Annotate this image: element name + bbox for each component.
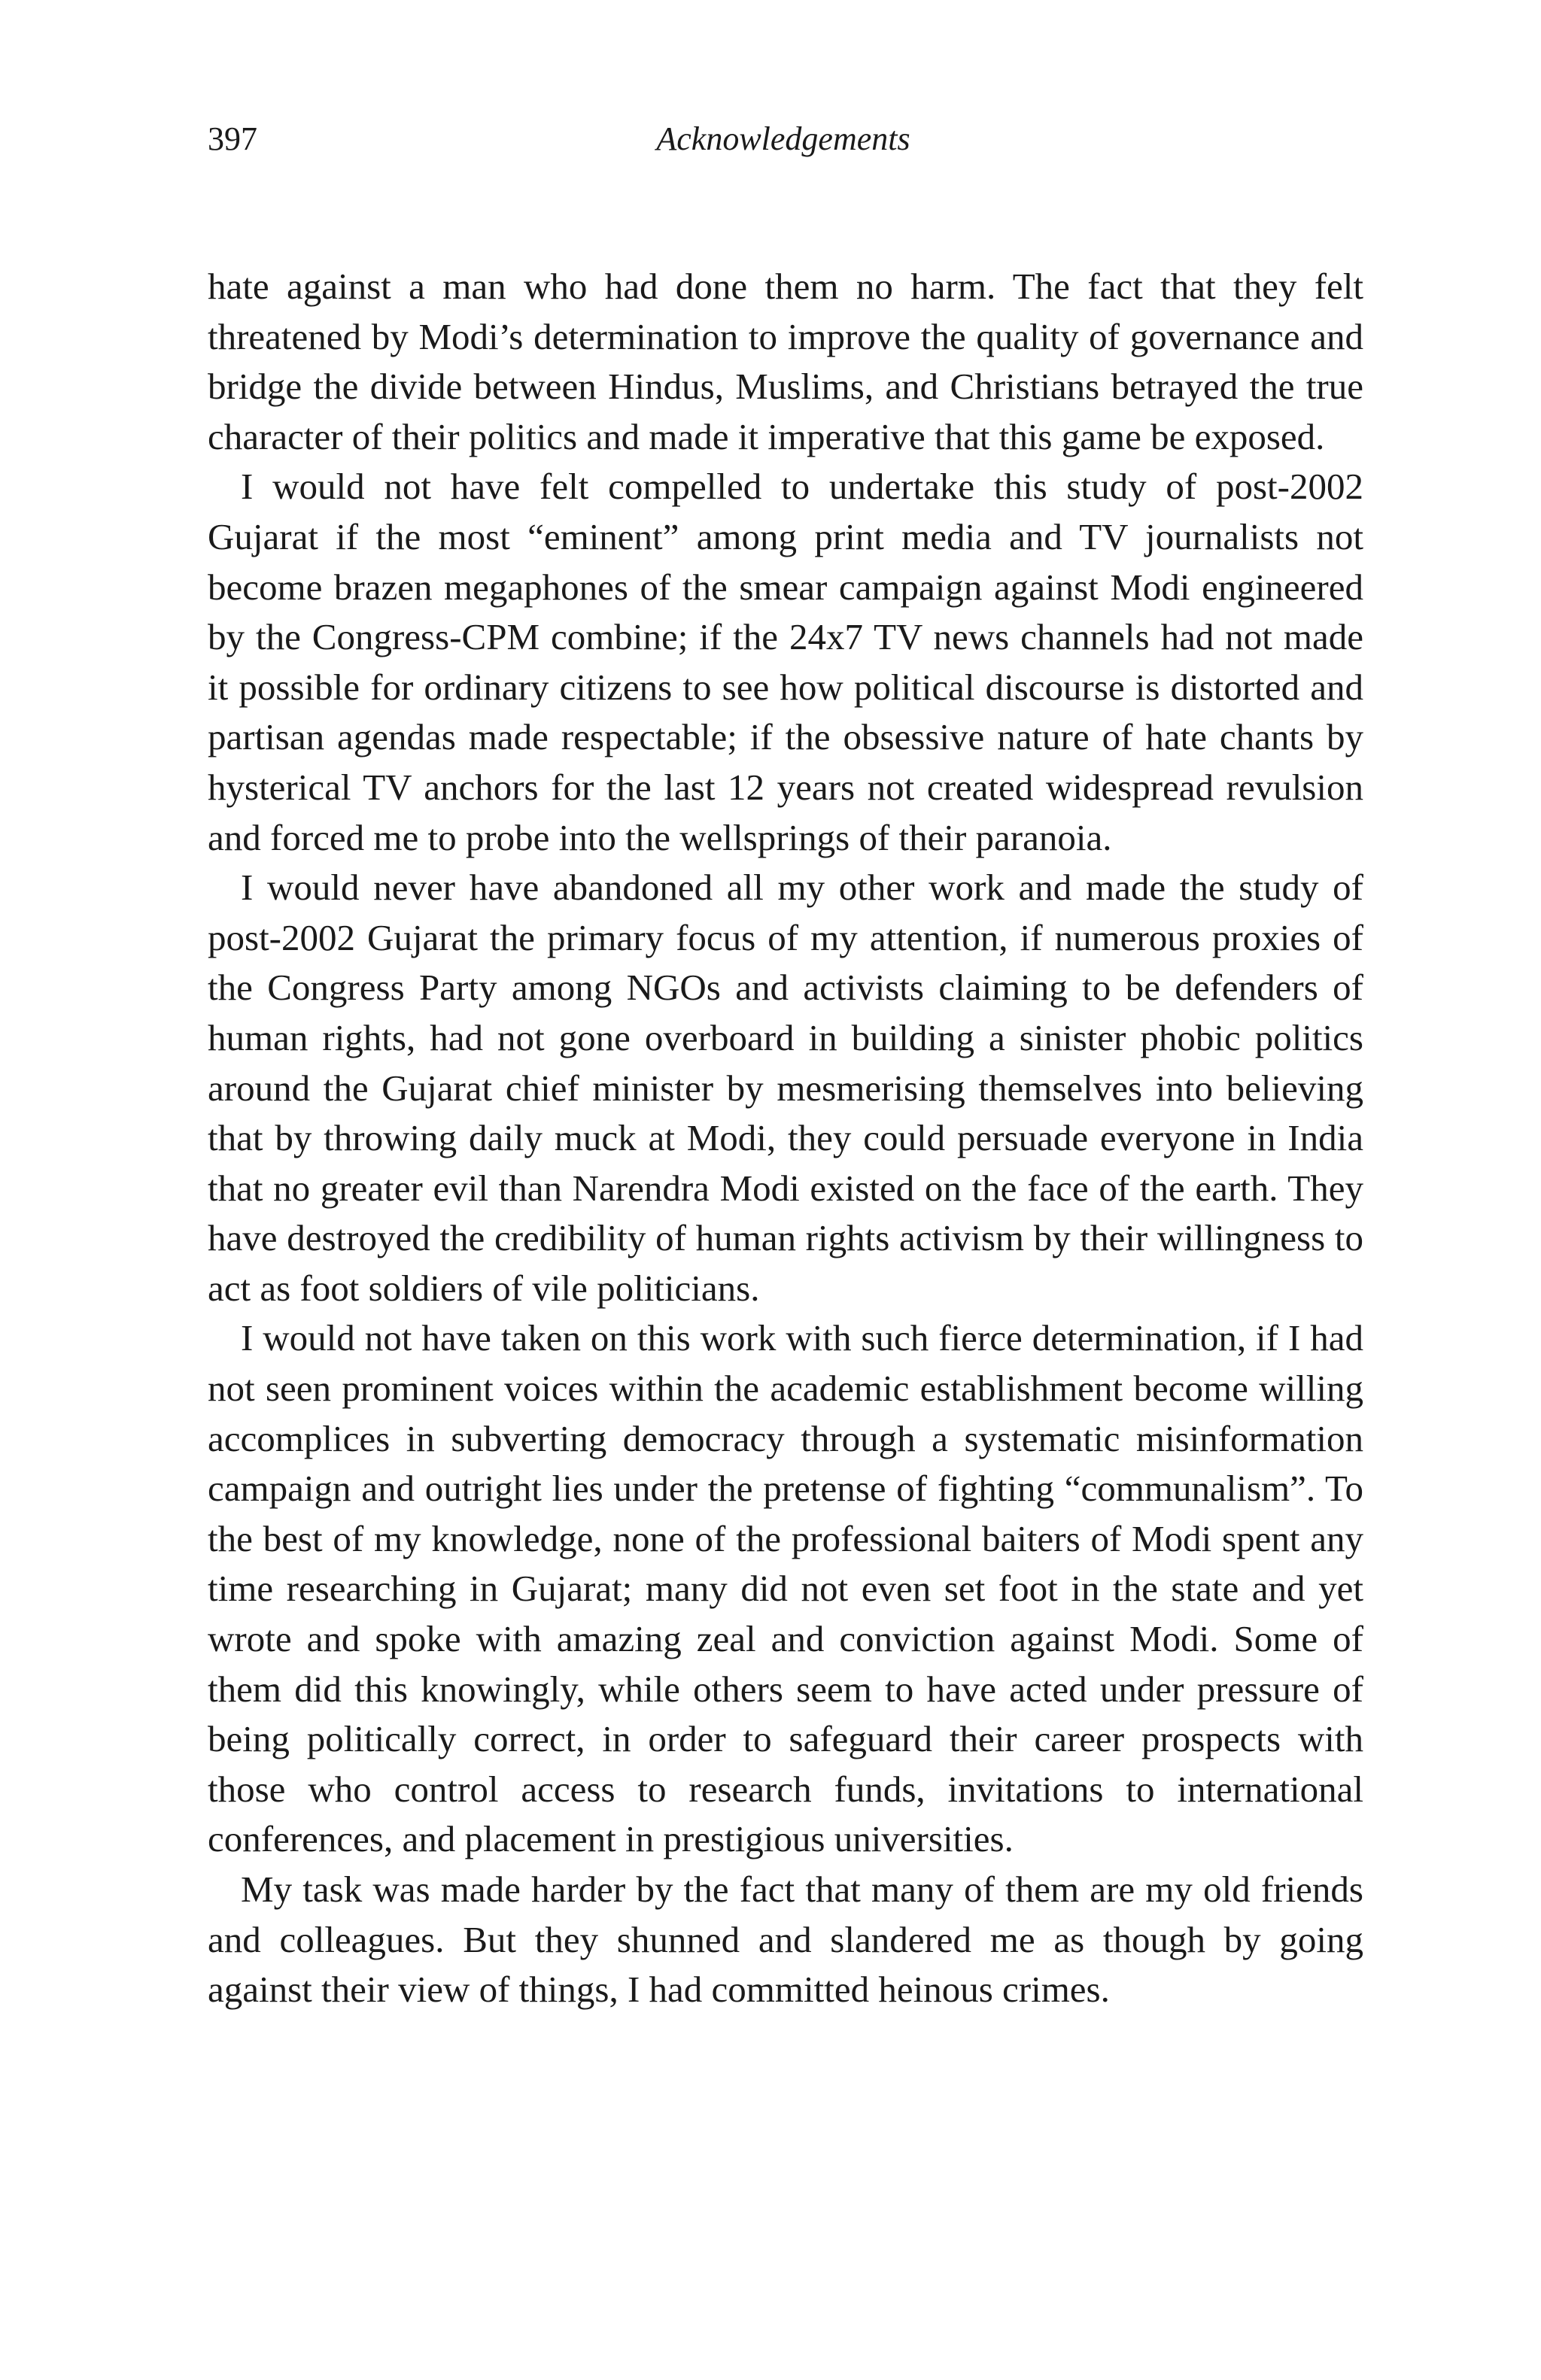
chapter-title: Acknowledgements xyxy=(656,120,910,157)
paragraph: I would never have abandoned all my other work and made the study of post-2002 Gujarat the primary focus of my attention, if numerous proxies of the Congress Party among NGOs and activists claiming to be defenders of human rights, had not gone overboard in building a sinister phobic politics around the Gujarat chief minister by mesmerising themselves into believing that by throwing daily muck at Modi, they could persuade everyone in India that no greater evil than Narendra Modi existed on the face of the earth. They have destroyed the credibility of human rights activism by their willingness to act as foot soldiers of vile politicians. xyxy=(208,867,1363,1309)
paragraph: I would not have felt compelled to undertake this study of post-2002 Gujarat if the most “eminent” among print media and TV journalists not become brazen megaphones of the smear campaign against Modi engineered by the Congress-CPM combine; if the 24x7 TV news channels had not made it possible for ordinary citizens to see how political discourse is distorted and partisan agendas made respectable; if the obsessive nature of hate chants by hysterical TV anchors for the last 12 years not created widespread revulsion and forced me to probe into the wellsprings of their paranoia. xyxy=(208,466,1363,858)
body-text xyxy=(208,262,1363,2015)
paragraph-continued: hate against a man who had done them no harm. The fact that they felt threatened by Modi’s determination to improve the quality of governance and bridge the divide between Hindus, Muslims, and Christians betrayed the true character of their politics and made it imperative that this game be exposed. xyxy=(208,266,1363,457)
page-number: 397 xyxy=(208,120,257,157)
paragraph: I would not have taken on this work with such fierce determination, if I had not seen prominent voices within the academic establishment become willing accomplices in subverting democracy through a systematic misinformation campaign and outright lies under the pretense of fighting “communalism”. To the best of my knowledge, none of the professional baiters of Modi spent any time researching in Gujarat; many did not even set foot in the state and yet wrote and spoke with amazing zeal and conviction against Modi. Some of them did this knowingly, while others seem to have acted under pressure of being politically correct, in order to safeguard their career prospects with those who control access to research funds, invitations to international conferences, and placement in prestigious universities. xyxy=(208,1317,1363,1860)
running-head xyxy=(208,113,1359,165)
paragraph: My task was made harder by the fact that many of them are my old friends and colleagues. But they shunned and slandered me as though by going against their view of things, I had committed heinous crimes. xyxy=(208,1868,1363,2011)
